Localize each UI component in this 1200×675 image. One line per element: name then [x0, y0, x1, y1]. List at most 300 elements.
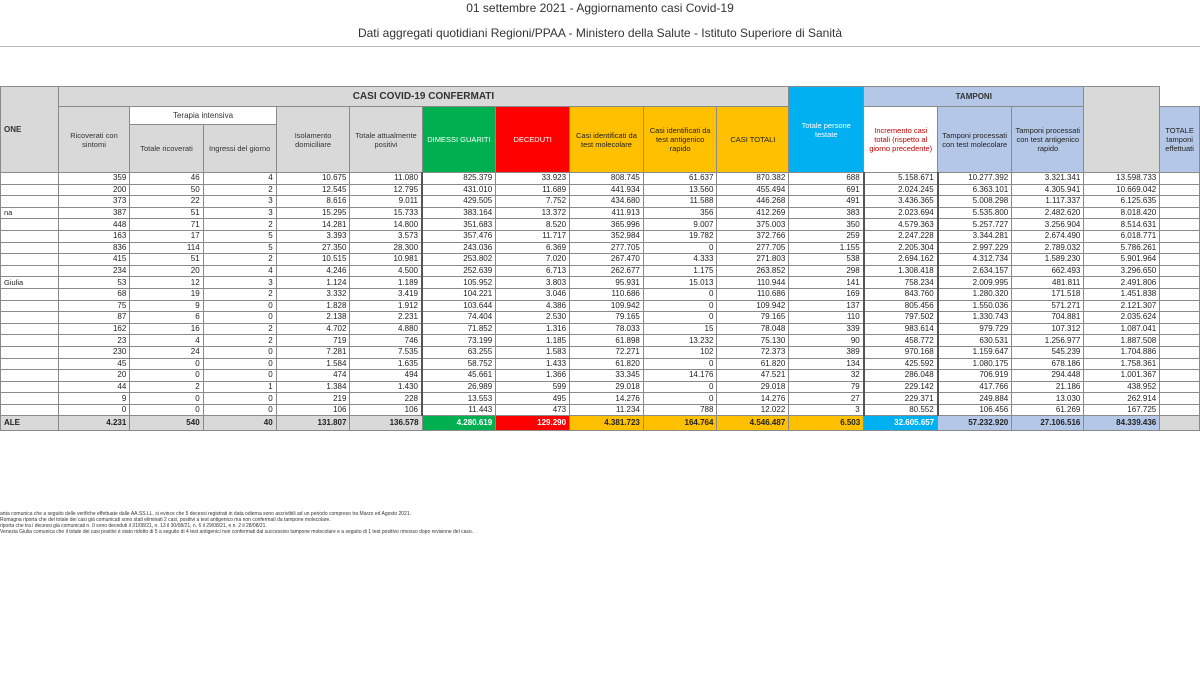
- casi-molecolare-cell: 277.705: [570, 242, 644, 254]
- tamponi-molecolare-cell: 5.535.800: [938, 207, 1012, 219]
- isolamento-cell: 14.281: [276, 219, 350, 231]
- dimessi-cell: 243.036: [422, 242, 496, 254]
- extra-cell: [1160, 207, 1200, 219]
- deceduti-cell: 1.185: [496, 335, 570, 347]
- dimessi-cell: 429.505: [422, 196, 496, 208]
- col-header-totale-positivi: Totale attualmente positivi: [350, 107, 422, 173]
- ricoverati-cell: 373: [58, 196, 130, 208]
- dimessi-cell: 73.199: [422, 335, 496, 347]
- tamponi-totale-cell: 6.125.635: [1084, 196, 1160, 208]
- isolamento-cell: 106: [276, 404, 350, 416]
- col-header-tamponi-molecolare: Tamponi processati con test molecolare: [938, 107, 1012, 173]
- footnote-line: Romagna riporta che del totale dei casi già comunicati sono stati eliminati 2 casi, positivi a test antigenico ma non confermati da tampone molecolare.: [0, 517, 331, 523]
- casi-totali-cell: 79.165: [717, 312, 789, 324]
- ti-totale-cell: 6: [130, 312, 203, 324]
- casi-totali-cell: 372.766: [717, 230, 789, 242]
- tamponi-antigenico-cell: 2.482.620: [1012, 207, 1084, 219]
- region-cell: [1, 381, 59, 393]
- tamponi-molecolare-cell: 4.312.734: [938, 254, 1012, 266]
- tamponi-molecolare-cell: 3.344.281: [938, 230, 1012, 242]
- casi-totali-cell: 109.942: [717, 300, 789, 312]
- totale-positivi-cell: 1.430: [350, 381, 422, 393]
- casi-antigenico-cell: 356: [643, 207, 717, 219]
- total-totale-positivi-cell: 136.578: [350, 416, 422, 431]
- casi-totali-cell: 61.820: [717, 358, 789, 370]
- dimessi-cell: 252.639: [422, 265, 496, 277]
- extra-cell: [1160, 416, 1200, 431]
- tamponi-antigenico-cell: 1.589.230: [1012, 254, 1084, 266]
- tamponi-antigenico-cell: 171.518: [1012, 288, 1084, 300]
- incremento-cell: 538: [789, 254, 864, 266]
- table-row: [1, 393, 1200, 405]
- tamponi-totale-cell: 1.087.041: [1084, 323, 1160, 335]
- col-header-casi-totali: CASI TOTALI: [717, 107, 789, 173]
- tamponi-antigenico-cell: 678.186: [1012, 358, 1084, 370]
- ti-ingressi-cell: 0: [203, 358, 276, 370]
- tamponi-totale-cell: 3.296.650: [1084, 265, 1160, 277]
- incremento-cell: 691: [789, 184, 864, 196]
- incremento-cell: 491: [789, 196, 864, 208]
- col-header-dimessi-guariti: DIMESSI GUARITI: [422, 107, 496, 173]
- covid-cases-table: [0, 86, 1200, 431]
- covid-cases-table-container: [0, 86, 1200, 431]
- incremento-cell: 169: [789, 288, 864, 300]
- col-header-extra-clipped: [1084, 87, 1160, 173]
- casi-antigenico-cell: 19.782: [643, 230, 717, 242]
- extra-cell: [1160, 312, 1200, 324]
- casi-totali-cell: 78.048: [717, 323, 789, 335]
- isolamento-cell: 4.246: [276, 265, 350, 277]
- casi-antigenico-cell: 13.560: [643, 184, 717, 196]
- ricoverati-cell: 45: [58, 358, 130, 370]
- isolamento-cell: 474: [276, 370, 350, 382]
- extra-cell: [1160, 393, 1200, 405]
- region-cell: [1, 242, 59, 254]
- tamponi-molecolare-cell: 5.008.298: [938, 196, 1012, 208]
- table-row: [1, 184, 1200, 196]
- tamponi-totale-cell: 262.914: [1084, 393, 1160, 405]
- deceduti-cell: 6.369: [496, 242, 570, 254]
- ti-totale-cell: 24: [130, 346, 203, 358]
- ti-ingressi-cell: 0: [203, 370, 276, 382]
- deceduti-cell: 33.923: [496, 173, 570, 185]
- ti-ingressi-cell: 0: [203, 312, 276, 324]
- casi-molecolare-cell: 411.913: [570, 207, 644, 219]
- deceduti-cell: 13.372: [496, 207, 570, 219]
- ti-totale-cell: 2: [130, 381, 203, 393]
- totale-positivi-cell: 15.733: [350, 207, 422, 219]
- totale-positivi-cell: 12.795: [350, 184, 422, 196]
- totale-positivi-cell: 10.981: [350, 254, 422, 266]
- total-isolamento-cell: 131.807: [276, 416, 350, 431]
- ti-ingressi-cell: 0: [203, 393, 276, 405]
- incremento-cell: 383: [789, 207, 864, 219]
- col-header-isolamento: Isolamento domiciliare: [276, 107, 350, 173]
- ti-ingressi-cell: 5: [203, 242, 276, 254]
- ti-ingressi-cell: 2: [203, 219, 276, 231]
- ricoverati-cell: 163: [58, 230, 130, 242]
- casi-antigenico-cell: 0: [643, 393, 717, 405]
- tamponi-totale-cell: 8.018.420: [1084, 207, 1160, 219]
- table-row: [1, 242, 1200, 254]
- ti-totale-cell: 16: [130, 323, 203, 335]
- totale-positivi-cell: 14.800: [350, 219, 422, 231]
- col-header-ricoverati: Ricoverati con sintomi: [58, 107, 130, 173]
- totale-positivi-cell: 1.912: [350, 300, 422, 312]
- deceduti-cell: 6.713: [496, 265, 570, 277]
- ti-totale-cell: 51: [130, 207, 203, 219]
- region-cell: na: [1, 207, 59, 219]
- deceduti-cell: 495: [496, 393, 570, 405]
- casi-totali-cell: 110.944: [717, 277, 789, 289]
- ti-ingressi-cell: 3: [203, 207, 276, 219]
- total-persone-testate-cell: 32.605.657: [864, 416, 938, 431]
- deceduti-cell: 7.752: [496, 196, 570, 208]
- casi-molecolare-cell: 95.931: [570, 277, 644, 289]
- dimessi-cell: 58.752: [422, 358, 496, 370]
- dimessi-cell: 825.379: [422, 173, 496, 185]
- dimessi-cell: 105.952: [422, 277, 496, 289]
- region-cell: [1, 393, 59, 405]
- casi-antigenico-cell: 0: [643, 312, 717, 324]
- tamponi-antigenico-cell: 662.493: [1012, 265, 1084, 277]
- persone-testate-cell: 2.205.304: [864, 242, 938, 254]
- total-label-cell: ALE: [1, 416, 59, 431]
- tamponi-molecolare-cell: 5.257.727: [938, 219, 1012, 231]
- table-row: [1, 219, 1200, 231]
- ricoverati-cell: 200: [58, 184, 130, 196]
- extra-cell: [1160, 277, 1200, 289]
- casi-totali-cell: 870.382: [717, 173, 789, 185]
- ti-ingressi-cell: 2: [203, 288, 276, 300]
- casi-antigenico-cell: 4.333: [643, 254, 717, 266]
- totale-positivi-cell: 106: [350, 404, 422, 416]
- casi-antigenico-cell: 0: [643, 300, 717, 312]
- ti-ingressi-cell: 3: [203, 277, 276, 289]
- isolamento-cell: 1.384: [276, 381, 350, 393]
- tamponi-molecolare-cell: 706.919: [938, 370, 1012, 382]
- region-cell: [1, 312, 59, 324]
- table-row: [1, 265, 1200, 277]
- table-row: [1, 254, 1200, 266]
- persone-testate-cell: 983.614: [864, 323, 938, 335]
- tamponi-totale-cell: 5.786.261: [1084, 242, 1160, 254]
- ti-totale-cell: 20: [130, 265, 203, 277]
- deceduti-cell: 11.717: [496, 230, 570, 242]
- isolamento-cell: 3.393: [276, 230, 350, 242]
- incremento-cell: 339: [789, 323, 864, 335]
- casi-molecolare-cell: 61.898: [570, 335, 644, 347]
- extra-cell: [1160, 381, 1200, 393]
- table-row: [1, 335, 1200, 347]
- tamponi-antigenico-cell: 61.269: [1012, 404, 1084, 416]
- persone-testate-cell: 286.048: [864, 370, 938, 382]
- dimessi-cell: 74.404: [422, 312, 496, 324]
- casi-antigenico-cell: 13.232: [643, 335, 717, 347]
- ti-totale-cell: 0: [130, 370, 203, 382]
- totale-positivi-cell: 4.500: [350, 265, 422, 277]
- casi-molecolare-cell: 79.165: [570, 312, 644, 324]
- region-cell: [1, 358, 59, 370]
- extra-cell: [1160, 323, 1200, 335]
- tamponi-molecolare-cell: 2.009.995: [938, 277, 1012, 289]
- ti-totale-cell: 0: [130, 393, 203, 405]
- col-header-tamponi-antigenico: Tamponi processati con test antigenico rapido: [1012, 107, 1084, 173]
- region-cell: [1, 219, 59, 231]
- col-header-deceduti: DECEDUTI: [496, 107, 570, 173]
- casi-antigenico-cell: 9.007: [643, 219, 717, 231]
- ricoverati-cell: 20: [58, 370, 130, 382]
- casi-totali-cell: 14.276: [717, 393, 789, 405]
- tamponi-antigenico-cell: 481.811: [1012, 277, 1084, 289]
- tamponi-molecolare-cell: 10.277.392: [938, 173, 1012, 185]
- region-cell: [1, 254, 59, 266]
- tamponi-totale-cell: 5.901.964: [1084, 254, 1160, 266]
- dimessi-cell: 63.255: [422, 346, 496, 358]
- incremento-cell: 350: [789, 219, 864, 231]
- group-header-terapia-intensiva: Terapia intensiva: [130, 107, 276, 125]
- persone-testate-cell: 425.592: [864, 358, 938, 370]
- persone-testate-cell: 229.142: [864, 381, 938, 393]
- ti-totale-cell: 9: [130, 300, 203, 312]
- ti-totale-cell: 4: [130, 335, 203, 347]
- casi-antigenico-cell: 0: [643, 358, 717, 370]
- deceduti-cell: 1.583: [496, 346, 570, 358]
- tamponi-totale-cell: 1.451.838: [1084, 288, 1160, 300]
- isolamento-cell: 719: [276, 335, 350, 347]
- isolamento-cell: 3.332: [276, 288, 350, 300]
- isolamento-cell: 2.138: [276, 312, 350, 324]
- ricoverati-cell: 448: [58, 219, 130, 231]
- dimessi-cell: 253.802: [422, 254, 496, 266]
- casi-molecolare-cell: 72.271: [570, 346, 644, 358]
- region-cell: [1, 173, 59, 185]
- ricoverati-cell: 230: [58, 346, 130, 358]
- tamponi-totale-cell: 10.669.042: [1084, 184, 1160, 196]
- incremento-cell: 90: [789, 335, 864, 347]
- total-tamponi-molecolare-cell: 57.232.920: [938, 416, 1012, 431]
- totale-positivi-cell: 11.080: [350, 173, 422, 185]
- deceduti-cell: 2.530: [496, 312, 570, 324]
- tamponi-molecolare-cell: 2.634.157: [938, 265, 1012, 277]
- col-header-ti-totale: Totale ricoverati: [130, 125, 203, 173]
- tamponi-antigenico-cell: 3.321.341: [1012, 173, 1084, 185]
- persone-testate-cell: 4.579.363: [864, 219, 938, 231]
- dimessi-cell: 11.443: [422, 404, 496, 416]
- totale-positivi-cell: 494: [350, 370, 422, 382]
- tamponi-totale-cell: 2.035.624: [1084, 312, 1160, 324]
- table-row: [1, 404, 1200, 416]
- extra-cell: [1160, 335, 1200, 347]
- table-body: [1, 173, 1200, 431]
- table-row: [1, 358, 1200, 370]
- tamponi-antigenico-cell: 1.256.977: [1012, 335, 1084, 347]
- ricoverati-cell: 9: [58, 393, 130, 405]
- isolamento-cell: 27.350: [276, 242, 350, 254]
- casi-antigenico-cell: 788: [643, 404, 717, 416]
- totale-positivi-cell: 746: [350, 335, 422, 347]
- isolamento-cell: 10.675: [276, 173, 350, 185]
- ricoverati-cell: 0: [58, 404, 130, 416]
- total-casi-totali-cell: 4.546.487: [717, 416, 789, 431]
- totale-positivi-cell: 7.535: [350, 346, 422, 358]
- footnote-line: Venezia Giulia comunica che il totale dei casi positivi è stato ridotto di 5 a seguito di 4 test antigenici non confermati dal successivo tampone molecolare e a seguito di 1 test positivo rimosso dopo revisione del caso.: [0, 529, 474, 535]
- incremento-cell: 79: [789, 381, 864, 393]
- totale-positivi-cell: 4.880: [350, 323, 422, 335]
- casi-totali-cell: 47.521: [717, 370, 789, 382]
- ti-ingressi-cell: 0: [203, 300, 276, 312]
- isolamento-cell: 12.545: [276, 184, 350, 196]
- extra-cell: [1160, 184, 1200, 196]
- col-header-tamponi-totale: TOTALE tamponi effettuati: [1160, 107, 1200, 173]
- totale-positivi-cell: 2.231: [350, 312, 422, 324]
- casi-antigenico-cell: 102: [643, 346, 717, 358]
- tamponi-antigenico-cell: 294.448: [1012, 370, 1084, 382]
- dimessi-cell: 357.476: [422, 230, 496, 242]
- incremento-cell: 27: [789, 393, 864, 405]
- ti-totale-cell: 19: [130, 288, 203, 300]
- persone-testate-cell: 458.772: [864, 335, 938, 347]
- totale-positivi-cell: 28.300: [350, 242, 422, 254]
- persone-testate-cell: 805.456: [864, 300, 938, 312]
- total-casi-molecolare-cell: 4.381.723: [570, 416, 644, 431]
- deceduti-cell: 11.689: [496, 184, 570, 196]
- extra-cell: [1160, 300, 1200, 312]
- incremento-cell: 32: [789, 370, 864, 382]
- tamponi-totale-cell: 1.001.367: [1084, 370, 1160, 382]
- casi-molecolare-cell: 109.942: [570, 300, 644, 312]
- ti-ingressi-cell: 4: [203, 265, 276, 277]
- incremento-cell: 1.155: [789, 242, 864, 254]
- tamponi-antigenico-cell: 704.881: [1012, 312, 1084, 324]
- total-row: [1, 416, 1200, 431]
- table-row: [1, 300, 1200, 312]
- persone-testate-cell: 2.023.694: [864, 207, 938, 219]
- deceduti-cell: 4.386: [496, 300, 570, 312]
- ricoverati-cell: 68: [58, 288, 130, 300]
- region-cell: [1, 265, 59, 277]
- persone-testate-cell: 797.502: [864, 312, 938, 324]
- ti-totale-cell: 0: [130, 404, 203, 416]
- tamponi-totale-cell: 13.598.733: [1084, 173, 1160, 185]
- total-dimessi-cell: 4.280.619: [422, 416, 496, 431]
- isolamento-cell: 1.828: [276, 300, 350, 312]
- dimessi-cell: 71.852: [422, 323, 496, 335]
- extra-cell: [1160, 230, 1200, 242]
- ricoverati-cell: 162: [58, 323, 130, 335]
- region-cell: [1, 346, 59, 358]
- tamponi-totale-cell: 1.887.508: [1084, 335, 1160, 347]
- tamponi-totale-cell: 438.952: [1084, 381, 1160, 393]
- total-incremento-cell: 6.503: [789, 416, 864, 431]
- casi-totali-cell: 110.686: [717, 288, 789, 300]
- ti-totale-cell: 114: [130, 242, 203, 254]
- deceduti-cell: 7.020: [496, 254, 570, 266]
- tamponi-molecolare-cell: 630.531: [938, 335, 1012, 347]
- casi-antigenico-cell: 15.013: [643, 277, 717, 289]
- casi-totali-cell: 277.705: [717, 242, 789, 254]
- dimessi-cell: 26.989: [422, 381, 496, 393]
- ti-totale-cell: 0: [130, 358, 203, 370]
- table-row: [1, 207, 1200, 219]
- ricoverati-cell: 387: [58, 207, 130, 219]
- total-ti-totale-cell: 540: [130, 416, 203, 431]
- region-cell: [1, 370, 59, 382]
- casi-molecolare-cell: 78.033: [570, 323, 644, 335]
- casi-antigenico-cell: 15: [643, 323, 717, 335]
- totale-positivi-cell: 3.573: [350, 230, 422, 242]
- tamponi-antigenico-cell: 571.271: [1012, 300, 1084, 312]
- tamponi-molecolare-cell: 1.280.320: [938, 288, 1012, 300]
- ti-ingressi-cell: 5: [203, 230, 276, 242]
- casi-totali-cell: 271.803: [717, 254, 789, 266]
- table-row: [1, 173, 1200, 185]
- isolamento-cell: 10.515: [276, 254, 350, 266]
- incremento-cell: 3: [789, 404, 864, 416]
- persone-testate-cell: 970.168: [864, 346, 938, 358]
- dimessi-cell: 351.683: [422, 219, 496, 231]
- ti-ingressi-cell: 2: [203, 254, 276, 266]
- col-header-casi-antigenico: Casi identificati da test antigenico rapido: [643, 107, 717, 173]
- tamponi-molecolare-cell: 2.997.229: [938, 242, 1012, 254]
- report-title: 01 settembre 2021 - Aggiornamento casi Covid-19: [466, 1, 734, 15]
- tamponi-totale-cell: 2.121.307: [1084, 300, 1160, 312]
- ti-ingressi-cell: 2: [203, 335, 276, 347]
- ti-ingressi-cell: 4: [203, 173, 276, 185]
- extra-cell: [1160, 404, 1200, 416]
- deceduti-cell: 3.046: [496, 288, 570, 300]
- tamponi-antigenico-cell: 21.186: [1012, 381, 1084, 393]
- tamponi-molecolare-cell: 979.729: [938, 323, 1012, 335]
- totale-positivi-cell: 1.635: [350, 358, 422, 370]
- casi-molecolare-cell: 441.934: [570, 184, 644, 196]
- ti-totale-cell: 71: [130, 219, 203, 231]
- ti-totale-cell: 51: [130, 254, 203, 266]
- casi-molecolare-cell: 61.820: [570, 358, 644, 370]
- tamponi-molecolare-cell: 6.363.101: [938, 184, 1012, 196]
- casi-antigenico-cell: 0: [643, 242, 717, 254]
- persone-testate-cell: 229.371: [864, 393, 938, 405]
- total-tamponi-antigenico-cell: 27.106.516: [1012, 416, 1084, 431]
- ti-ingressi-cell: 1: [203, 381, 276, 393]
- extra-cell: [1160, 219, 1200, 231]
- isolamento-cell: 8.616: [276, 196, 350, 208]
- table-row: [1, 312, 1200, 324]
- persone-testate-cell: 2.024.245: [864, 184, 938, 196]
- tamponi-antigenico-cell: 2.674.490: [1012, 230, 1084, 242]
- extra-cell: [1160, 196, 1200, 208]
- total-casi-antigenico-cell: 164.764: [643, 416, 717, 431]
- persone-testate-cell: 1.308.418: [864, 265, 938, 277]
- region-cell: Giulia: [1, 277, 59, 289]
- tamponi-antigenico-cell: 107.312: [1012, 323, 1084, 335]
- incremento-cell: 688: [789, 173, 864, 185]
- ricoverati-cell: 836: [58, 242, 130, 254]
- page-header: [0, 0, 1200, 48]
- casi-molecolare-cell: 262.677: [570, 265, 644, 277]
- totale-positivi-cell: 3.419: [350, 288, 422, 300]
- deceduti-cell: 1.433: [496, 358, 570, 370]
- region-header-label: ONE: [4, 125, 22, 134]
- incremento-cell: 110: [789, 312, 864, 324]
- ti-totale-cell: 46: [130, 173, 203, 185]
- dimessi-cell: 383.164: [422, 207, 496, 219]
- report-subtitle: Dati aggregati quotidiani Regioni/PPAA - Ministero della Salute - Istituto Superiore di Sanità: [357, 26, 843, 40]
- tamponi-totale-cell: 2.491.806: [1084, 277, 1160, 289]
- casi-molecolare-cell: 808.745: [570, 173, 644, 185]
- totale-positivi-cell: 1.189: [350, 277, 422, 289]
- persone-testate-cell: 2.247.228: [864, 230, 938, 242]
